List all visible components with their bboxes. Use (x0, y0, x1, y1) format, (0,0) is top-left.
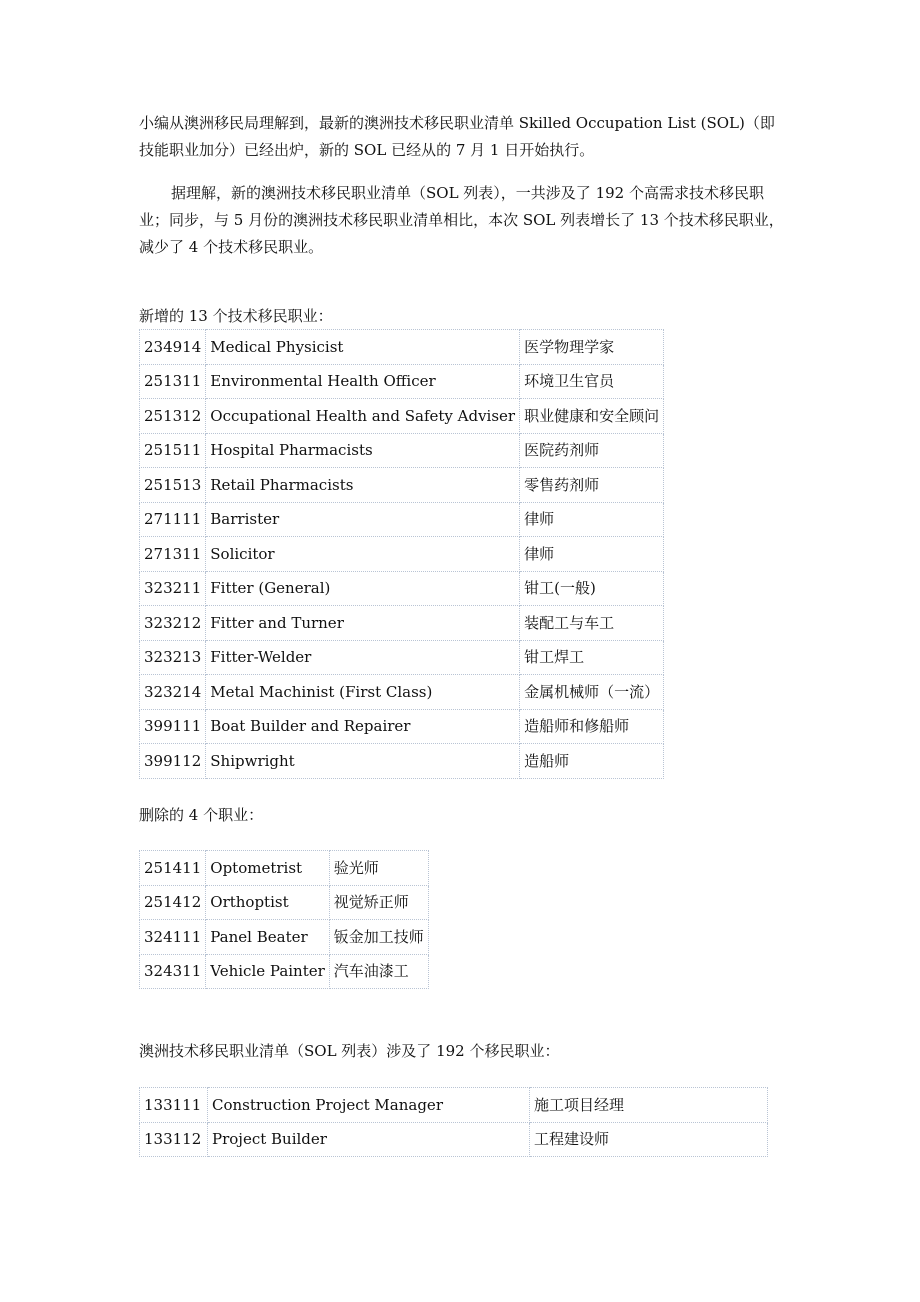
occupation-code-cell: 251412 (140, 885, 206, 920)
occupation-english-cell: Medical Physicist (206, 330, 520, 365)
occupation-code-cell: 399112 (140, 744, 206, 779)
added-occupations-table (139, 329, 664, 779)
occupation-code-cell: 251513 (140, 468, 206, 503)
occupation-code-cell: 323212 (140, 606, 206, 641)
removed-occupations-caption: 删除的 4 个职业： (139, 806, 264, 824)
occupation-code-cell: 324111 (140, 920, 206, 955)
table-row (140, 571, 664, 606)
occupation-chinese-cell: 施工项目经理 (530, 1088, 768, 1123)
occupation-chinese-cell: 钣金加工技师 (329, 920, 428, 955)
occupation-code-cell: 251411 (140, 851, 206, 886)
table-row (140, 399, 664, 434)
occupation-chinese-cell: 金属机械师（一流） (520, 675, 664, 710)
occupation-english-cell: Orthoptist (206, 885, 330, 920)
occupation-code-cell: 251511 (140, 433, 206, 468)
occupation-code-cell: 251311 (140, 364, 206, 399)
occupation-english-cell: Construction Project Manager (208, 1088, 530, 1123)
occupation-english-cell: Vehicle Painter (206, 954, 330, 989)
table-row (140, 851, 429, 886)
occupation-chinese-cell: 验光师 (329, 851, 428, 886)
table-row (140, 744, 664, 779)
occupation-code-cell: 271111 (140, 502, 206, 537)
occupation-english-cell: Metal Machinist (First Class) (206, 675, 520, 710)
occupation-english-cell: Shipwright (206, 744, 520, 779)
removed-occupations-table (139, 850, 429, 989)
occupation-code-cell: 251312 (140, 399, 206, 434)
occupation-code-cell: 323213 (140, 640, 206, 675)
occupation-code-cell: 133111 (140, 1088, 208, 1123)
occupation-chinese-cell: 环境卫生官员 (520, 364, 664, 399)
occupation-chinese-cell: 钳工焊工 (520, 640, 664, 675)
table-row (140, 433, 664, 468)
table-row (140, 330, 664, 365)
occupation-english-cell: Project Builder (208, 1122, 530, 1157)
table-row (140, 468, 664, 503)
table-row (140, 675, 664, 710)
occupation-english-cell: Fitter and Turner (206, 606, 520, 641)
occupation-chinese-cell: 造船师 (520, 744, 664, 779)
occupation-code-cell: 399111 (140, 709, 206, 744)
table-row (140, 537, 664, 572)
occupation-chinese-cell: 装配工与车工 (520, 606, 664, 641)
occupation-chinese-cell: 工程建设师 (530, 1122, 768, 1157)
occupation-code-cell: 323214 (140, 675, 206, 710)
occupation-code-cell: 234914 (140, 330, 206, 365)
occupation-chinese-cell: 律师 (520, 537, 664, 572)
table-row (140, 954, 429, 989)
intro-paragraph: 小编从澳洲移民局理解到，最新的澳洲技术移民职业清单 Skilled Occupation List (SOL)（即技能职业加分）已经出炉，新的 SOL 已经从的 7 月 1 日开始执行。 (139, 114, 775, 159)
occupation-code-cell: 324311 (140, 954, 206, 989)
table-row (140, 709, 664, 744)
occupation-chinese-cell: 汽车油漆工 (329, 954, 428, 989)
occupation-english-cell: Environmental Health Officer (206, 364, 520, 399)
table-row (140, 364, 664, 399)
occupation-chinese-cell: 造船师和修船师 (520, 709, 664, 744)
occupation-english-cell: Retail Pharmacists (206, 468, 520, 503)
occupation-english-cell: Fitter-Welder (206, 640, 520, 675)
occupation-chinese-cell: 钳工(一般) (520, 571, 664, 606)
table-row (140, 502, 664, 537)
table-row (140, 885, 429, 920)
added-occupations-caption: 新增的 13 个技术移民职业： (139, 307, 333, 325)
occupation-english-cell: Fitter (General) (206, 571, 520, 606)
sol-occupations-table (139, 1087, 768, 1157)
occupation-chinese-cell: 医院药剂师 (520, 433, 664, 468)
occupation-code-cell: 271311 (140, 537, 206, 572)
table-row (140, 1122, 768, 1157)
occupation-chinese-cell: 职业健康和安全顾问 (520, 399, 664, 434)
occupation-english-cell: Solicitor (206, 537, 520, 572)
table-row (140, 606, 664, 641)
table-row (140, 1088, 768, 1123)
occupation-english-cell: Panel Beater (206, 920, 330, 955)
occupation-chinese-cell: 律师 (520, 502, 664, 537)
table-row (140, 920, 429, 955)
occupation-chinese-cell: 零售药剂师 (520, 468, 664, 503)
occupation-english-cell: Occupational Health and Safety Adviser (206, 399, 520, 434)
table-row (140, 640, 664, 675)
sol-list-caption: 澳洲技术移民职业清单（SOL 列表）涉及了 192 个移民职业： (139, 1042, 560, 1060)
occupation-english-cell: Barrister (206, 502, 520, 537)
occupation-code-cell: 133112 (140, 1122, 208, 1157)
occupation-code-cell: 323211 (140, 571, 206, 606)
summary-paragraph: 据理解，新的澳洲技术移民职业清单（SOL 列表），一共涉及了 192 个高需求技术移民职业；同步，与 5 月份的澳洲技术移民职业清单相比，本次 SOL 列表增长了 13 个技术移民职业，减少了 4 个技术移民职业。 (139, 184, 784, 256)
occupation-english-cell: Optometrist (206, 851, 330, 886)
occupation-chinese-cell: 视觉矫正师 (329, 885, 428, 920)
occupation-chinese-cell: 医学物理学家 (520, 330, 664, 365)
occupation-english-cell: Hospital Pharmacists (206, 433, 520, 468)
occupation-english-cell: Boat Builder and Repairer (206, 709, 520, 744)
